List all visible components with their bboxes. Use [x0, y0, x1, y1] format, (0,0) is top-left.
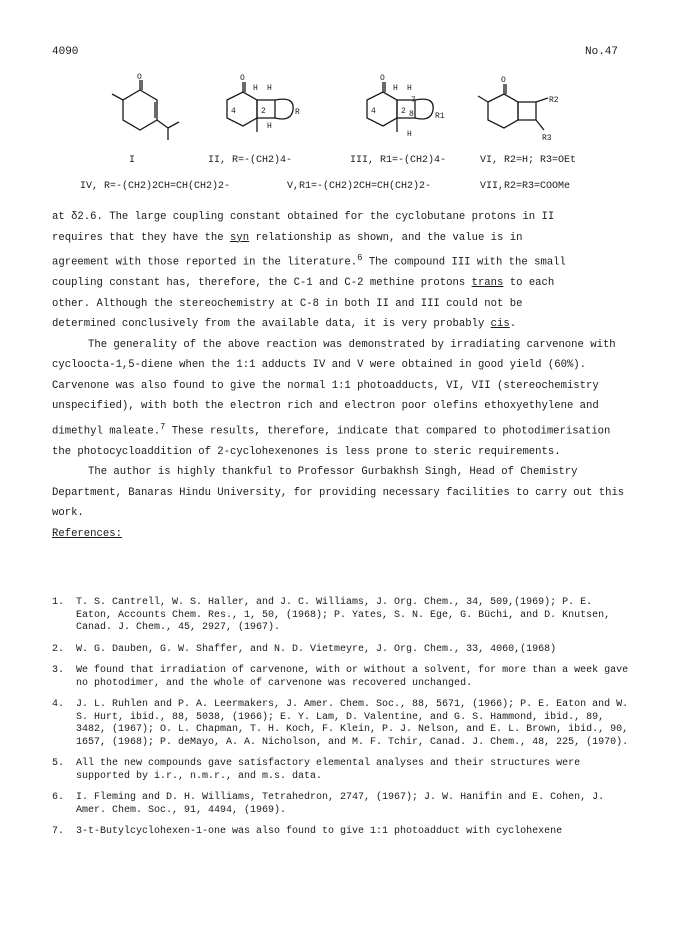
reference-item: 4. J. L. Ruhlen and P. A. Leermakers, J. Amer. Chem. Soc., 88, 5671, (1966); P. E. Eaton and W. S. Hurt, ibid., 88, 5038, (1966); E. Y. Lam, D. Valentine, and G. S. Hammond, ibid., 89, 3482, (1967); O. L. Chapman, T. H. Koch, F. Klein, P. J. Nelson, and E. L. Brown, ibid., 90, 1657, (1968); P. deMayo, A. A. Nicholson, and M. F. Tchir, Canad. J. Chem., 48, 225, (1970).: [52, 699, 629, 748]
locant-7: 7: [411, 96, 416, 105]
caption-III: III, R1=-(CH2)4-: [350, 155, 447, 166]
caption-VII: VII,R2=R3=COOMe: [480, 181, 571, 192]
caption-I: I: [129, 155, 136, 166]
paragraph-3: The author is highly thankful to Professor Gurbakhsh Singh, Head of Chemistry Department, Banaras Hindu University, for providing necessary facilities to carry out this work.: [52, 466, 625, 520]
r3-label: R3: [542, 134, 552, 143]
reference-item: 7. 3-t-Butylcyclohexen-1-one was also found to give 1:1 photoadduct with cyclohexene: [52, 826, 563, 837]
r2-label: R2: [549, 96, 559, 105]
caption-II: II, R=-(CH2)4-: [208, 155, 293, 166]
references-heading: References:: [52, 527, 122, 540]
r-label: R: [295, 108, 300, 117]
r1-label: R1: [435, 112, 445, 121]
locant-8: 8: [409, 110, 414, 119]
caption-IV: IV, R=-(CH2)2CH=CH(CH2)2-: [80, 181, 231, 192]
paragraph-1: at δ2.6. The large coupling constant obtained for the cyclobutane protons in II requires that they have the syn relationship as shown, and the value is in agreement with those reported in the literature.$^6$ The compound III with the small coupling constant has, therefore, the C-1 and C-2 methine protons trans to each other. Although the stereochemistry at C-8 in both II and III could not be determined conclusively from the available data, it is very probably cis.: [52, 211, 566, 331]
reference-item: 6. I. Fleming and D. H. Williams, Tetrahedron, 2747, (1967); J. W. Hanifin and E. Cohen, J. Amer. Chem. Soc., 91, 4494, (1969).: [52, 792, 605, 816]
structure-VI-VII: [470, 70, 580, 155]
journal-number: No.47: [585, 46, 619, 58]
h-label: H: [267, 122, 272, 131]
h-label: H: [267, 84, 272, 93]
locant-4: 4: [231, 107, 236, 116]
reference-item: 3. We found that irradiation of carvenone, with or without a solvent, for more than a week gave no photodimer, and the whole of carvenone was recovered unchanged.: [52, 665, 629, 689]
page-number: 4090: [52, 46, 79, 58]
reference-item: 1. T. S. Cantrell, W. S. Haller, and J. C. Williams, J. Org. Chem., 34, 509,(1969); P. E. Eaton, Accounts Chem. Res., 1, 50, (1968); P. Yates, S. N. Ege, G. Büchi, and D. Knutsen, Canad. J. Chem., 45, 2927, (1967).: [52, 597, 611, 633]
locant-2: 2: [261, 107, 266, 116]
reference-item: 2. W. G. Dauben, G. W. Shaffer, and N. D. Vietmeyre, J. Org. Chem., 33, 4060,(1968): [52, 643, 557, 655]
structure-I: [100, 70, 190, 150]
caption-V: V,R1=-(CH2)2CH=CH(CH2)2-: [287, 181, 432, 192]
locant-2: 2: [401, 107, 406, 116]
paragraph-2: The generality of the above reaction was demonstrated by irradiating carvenone with cycloocta-1,5-diene when the 1:1 adducts IV and V were obtained in good yield (60%). Carvenone was also found to give the normal 1:1 photoadducts, VI, VII (stereochemistry unspecified), with both the electron rich and electron poor olefins ethoxyethylene and dimethyl maleate.$^7$ These results, therefore, indicate that compared to photodimerisation the photocycloaddition of 2-cyclohexenones is less prone to steric requirements.: [52, 338, 616, 458]
oxygen-label: O: [240, 74, 245, 83]
reference-item: 5. All the new compounds gave satisfactory elemental analyses and their structures were supported by i.r., n.m.r., and m.s. data.: [52, 758, 581, 782]
locant-4: 4: [371, 107, 376, 116]
structure-II: [205, 70, 315, 150]
h-label: H: [407, 84, 412, 93]
oxygen-label: O: [137, 73, 142, 82]
h-label: H: [393, 84, 398, 93]
references-list: [52, 597, 632, 848]
oxygen-label: O: [380, 74, 385, 83]
caption-VI: VI, R2=H; R3=OEt: [480, 155, 577, 166]
structure-III: [345, 70, 455, 150]
h-label: H: [407, 130, 412, 139]
body-text: [52, 207, 632, 544]
h-label: H: [253, 84, 258, 93]
oxygen-label: O: [501, 76, 506, 85]
